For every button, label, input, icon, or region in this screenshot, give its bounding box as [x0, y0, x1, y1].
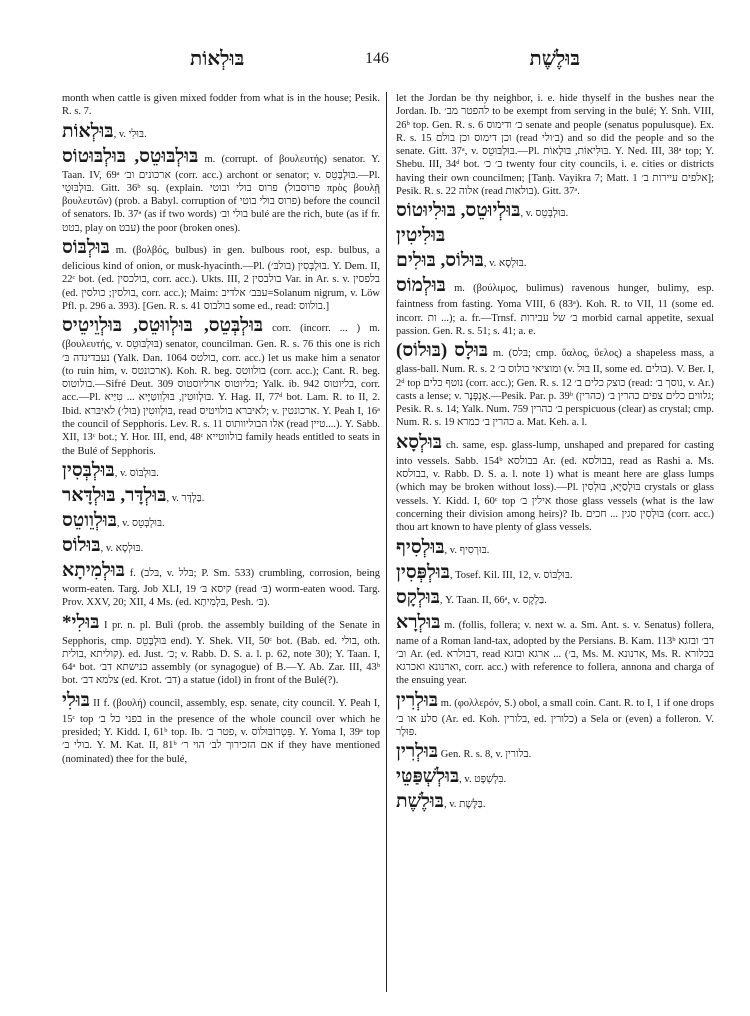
- entry-headword: בּוּלְרִין: [396, 741, 439, 763]
- entry-headword: בּוּלְבְּטֵס, בּוּלְווּטֵס, בּוּלְוֵיטֵיס: [62, 315, 264, 337]
- dictionary-entry: [396, 224, 714, 248]
- dictionary-entry: [396, 689, 714, 740]
- entry-headword: *בּוּלִי: [62, 611, 100, 633]
- dictionary-entry: [62, 689, 380, 766]
- entry-headword: בּוּלְבּוּטֵס, בּוּלְבּוּטוֹס: [62, 145, 199, 167]
- entry-headword: בּוּלִיטִין: [396, 225, 446, 247]
- entry-headword: בּוּלֶשֶׁת: [396, 791, 444, 813]
- page-header: [60, 48, 700, 76]
- entry-definition: , v. בִּלְשְׁפָּט.: [459, 774, 507, 786]
- dictionary-entry: [396, 199, 714, 223]
- entry-headword: בּוּלְמִיתָא: [62, 559, 125, 581]
- entry-definition: , v. בּוּלְסָא.: [100, 542, 144, 554]
- dictionary-entry: [396, 561, 714, 585]
- entry-headword: בּוּלְדָּר, בּוּלְדָּאר: [62, 484, 167, 506]
- dictionary-entry: [396, 536, 714, 560]
- entry-definition: m. (follis, follera; v. next w. a. Sm. Ant. s. v. Senatus) follera, name of a Roman land-tax, adopted by the Persians. B. Kam. 113ᵇ דב׳ ובזגא וב׳ Ar. (ed. דבולרא, read ארגא ובזגא ... (ב׳, Ms. M. ארנונא, Ms. R. בכלורא וארנונא ואכרגא, corr. acc.) with reference to follera, annona and charga of the ensuing year.: [396, 619, 714, 687]
- dictionary-entry: [396, 765, 714, 789]
- dictionary-entry: [62, 534, 380, 558]
- dictionary-entry: [62, 314, 380, 458]
- running-headword-right: בּוּלֶשֶׁת: [529, 48, 580, 70]
- entry-headword: בּוּלְרָא: [396, 611, 441, 633]
- dictionary-entry: [396, 611, 714, 688]
- dictionary-entry: [396, 740, 714, 764]
- dictionary-entry: [62, 145, 380, 235]
- entry-definition: , v. בּוּלְבְּטֵס.: [520, 208, 569, 220]
- entry-headword: בּוּלְקָס: [396, 586, 440, 608]
- entry-headword: בּוּלְשְׁפַּטֵּי: [396, 766, 460, 788]
- entry-definition: , v. בּוּלְבּוֹס.: [114, 467, 159, 479]
- entry-definition: , v. בּוּלִי.: [113, 128, 147, 140]
- entry-headword: בּוּלְסָא: [396, 431, 442, 453]
- entry-definition: m. (φολλερόν, S.) obol, a small coin. Cant. R. to I, 1 if one drops סלע או ב׳ (Ar. ed. Koh. בלורין, ed. כלורין) a Sela or (even) a folleron. V. פּוּלָר.: [396, 697, 714, 739]
- entry-definition: m. (בּלס; cmp. ὕαλος, ὕελος) a shapeless mass, a glass-ball. Num. R. s. 2 ומוציאי בולוס ב׳ (v. בּוּל II, some ed. בולים). V. Ber. I, 2ᵈ top נוטף כלים (corr. acc.); Gen. R. s. 12 כוצק כלים ב׳ (read: נוסך ב׳, v. Ar.) casts a lense; v. אֶנְפְּנֶר.—Pesik. Par. p. 39ᵇ גלווים כלים צפים כהרין ב׳ (כהרין); Pesik. R. s. 14; Yalk. Num. 759 ב׳ כהרין perspicuous (clear) as crystal; cmp. Num. R. s. 19 כהרין ב׳ כמרא a. Mat. Keh. a. l.: [396, 348, 714, 429]
- entry-definition: m. (βούλιμος, bulimus) ravenous hunger, bulimy, esp. faintness from fasting. Yoma VIII, 6 (83ᵃ). Koh. R. to VII, 11 (some ed. incorr. ות ...); a. fr.—Trnsf. ב׳ של עבירות morbid carnal appetite, sexual passion. Gen. R. s. 51; s. 41; a. e.: [396, 283, 714, 337]
- dictionary-entry: [62, 120, 380, 144]
- entry-definition: m. (βολβός, bulbus) in gen. bulbous root, esp. bulbus, a delicious kind of onion, or musk-hyacinth.—Pl. בּוּלְבְּסִין (בולבּ׳). Y. Dem. II, 22ᶜ bot. (ed. בולכסין, corr. acc.). Ukts. III, 2 בולבסין Var. in Ar. s. v. בלפסין (ed. בולסין; כולסין, corr. acc.); Maim: עבּב׳ אלדיב=Solanum nigrum, v. Löw Pfl. p. 296 a. 393). [Gen. R. s. 41 בולבוס some ed., read: בולווס.]: [62, 245, 380, 312]
- dictionary-entry: [396, 431, 714, 535]
- entry-definition: I pr. n. pl. Buli (prob. the assembly building of the Senate in Sepphoris, cmp. בּוּלְבָּטֵס end). Y. Shek. VII, 50ᶜ bot. (Bab. ed. בולי, oth. קוליתא ,בולית). ed. Just. כ׳; v. Rabb. D. S. a. l. p. 62, note 30); Y. Taan. I, 64ᵃ bot. כנישתא דב׳ assembly (or synagogue) of B.—Y. Ab. Zar. III, 43ᵇ bot. צלמא דב׳ (ed. Krot. דב׳) a statue (idol) in front of the Bulé(?).: [62, 619, 381, 687]
- dictionary-entry: [396, 249, 714, 273]
- dictionary-entry: [396, 274, 714, 338]
- dictionary-entry: [396, 339, 714, 429]
- entry-definition: f. (בּלב, v. בּלל; P. Sm. 533) crumbling, corrosion, being worm-eaten. Targ. Job XLI, 19 קיסא בּ׳ (read בּ׳) worm-eaten wood. Targ. Prov. XXV, 20; XII, 4 Ms. (ed. בּלְמִיתָא, Pesh. בּ׳).: [62, 567, 380, 609]
- entry-definition: ch. same, esp. glass-lump, unshaped and prepared for casting into vessels. Sabb. 154ᵇ בבולסא Ar. (ed. בבולסא, read as Rashi a. Ms. בבולסא, v. Rabb. D. S. a. l. note 1) what is meant here are glass lumps (which may be broken without loss).—Pl. בּוּלְסַיָּא, בּוּלְסִין crystals or glass vessels. Y. Kidd. I, 60ᶜ top אילין ב׳ those glass vessels (what is the law concerning their division among heirs)? Ib. בּוּלְסִין סגין ... חכים (corr. acc.) thou art known to have plenty of glass vessels.: [396, 439, 715, 534]
- entry-headword: בּוּלוֹס, בּוּלִים: [396, 250, 484, 272]
- dictionary-entry: [396, 790, 714, 814]
- dictionary-entry: [62, 509, 380, 533]
- entry-definition: , v. בַּלְדָּר.: [166, 492, 205, 504]
- column-divider: [386, 92, 387, 992]
- entry-definition: , v. בּוּרְסִיף.: [444, 544, 490, 556]
- page-number: 146: [365, 50, 389, 67]
- entry-definition: Gen. R. s. 8, v. בלורין.: [438, 749, 532, 761]
- entry-definition: , Tosef. Kil. III, 12, v. בּוּלְבּוֹס.: [449, 569, 573, 581]
- entry-definition: , v. בּוּלְסָא.: [483, 258, 527, 270]
- entry-definition: , Y. Taan. II, 66ᵃ, v. בַּלְקָס.: [439, 594, 547, 606]
- entry-headword: בּוּלָס (בּוּלוֹס): [396, 340, 488, 362]
- entry-definition: , v. בּוּלְבְּטֵס.: [116, 517, 165, 529]
- entry-headword: בּוּלְאוֹת: [62, 120, 114, 142]
- entry-headword: בּוּלְיוּטֵס, בּוּלִיוּטוֹס: [396, 200, 521, 222]
- entry-headword: בּוּלְמוֹס: [396, 275, 446, 297]
- running-headword-left: בּוּלְאוֹת: [190, 48, 245, 70]
- entry-headword: בּוּלִי: [62, 689, 90, 711]
- entry-definition: let the Jordan be thy neighbor, i. e. hide thyself in the bushes near the Jordan. Ib. להפטר מב׳ to be exempt from serving in the bulé; Y. Snh. VIII, 26ᵇ top. Gen. R. s. 6 ב׳ ודימוס senate and people (senatus populusque). Ex. R. s. 15 וכן דימוס וכן בולם (read ב׳ולי) and so did the people and so the senate. Gitt. 37ᵃ, v. בּוּלְבּוּטֵס.—Pl. בּוּלִיאוֹת, בּוּלָאוֹת. Y. Ned. III, 38ᵃ top; Y. Shebu. III, 34ᵈ bot. ב׳ כ׳ twenty four city councils, i. e. cities or districts having their own councilmen; [Tanḥ. Vayikra 7; Matt. 1 אלפים עיירות ב׳]; Pesik. R. s. 22 אלוה (read בולאות). Gitt. 37ᵃ.: [396, 93, 715, 198]
- dictionary-entry: [62, 484, 380, 508]
- entry-headword: בּוּלוֹס: [62, 534, 101, 556]
- dictionary-entry: [62, 611, 380, 688]
- entry-headword: בּוּלְוֵוטֵס: [62, 509, 117, 531]
- entry-definition: , v. בַּלֶּשֶׁת.: [443, 799, 486, 811]
- dictionary-entry: [62, 559, 380, 610]
- entry-definition: month when cattle is given mixed fodder from what is in the house; Pesik. R. s. 7.: [62, 93, 380, 118]
- dictionary-entry: [396, 92, 714, 198]
- entry-definition: II f. (βουλή) council, assembly, esp. senate, city council. Y. Peah I, 15ᶜ top בפני כל ב׳ in the presence of the whole council over which he presided; Y. Kidd. I, 61ᵇ top. Ib. פטר ב׳, v. פֵּטְרוֹבּוּלוֹס. Y. Yoma I, 39ᵃ top בולי ב׳. Y. M. Kat. II, 81ᵇ אם הזכירוך לב׳ הוי ר׳ if they have mentioned (nominated) thee for the bulé,: [62, 697, 380, 765]
- entry-definition: corr. (incorr. ... ) m. (βουλευτής, v. בּוּלְבּוּטֵס) senator, councilman. Gen. R. s. 76 this one is rich נעבדינדה בּ׳ (Yalk. Dan. 1064 בולטס, corr. acc.) let us make him a senator (to ruin him, v. ארכונטס). Koh. R. beg. בולווטס (corr. acc.); Cant. R. beg. בולוטוס.—Sifré Deut. 309 בליוטוס ארליוסטוס; Yalk. ib. 942 בליוטוס, corr. acc.—Pl. בּוּלְווּטִין, בּוּלְוִוטַּיָּיא ... טִיַּיא. Y. Hag. II, 77ᵈ bot. Lam. R. to II, 2. Ibid. בּוּלְווּטִין (בּוּל׳) לאיבּרא, read לאיברא בולויטיס; v. ארכונטין. Y. Peah I, 16ᵃ the council of Sepphoris. Lev. R. s. 11 אלו הבוליוותוס (read טיין....). Y. Sabb. XII, 13ᶜ bot.; Y. Hor. III, end, 48ᶜ בולווטייא family heads entitled to seats in the Bulé of Sepphoris.: [62, 323, 380, 457]
- dictionary-entry: [396, 586, 714, 610]
- dictionary-entry: [62, 459, 380, 483]
- left-column: [62, 92, 380, 767]
- entry-definition: m. (corrupt. of βουλευτής) senator. Y. Taan. IV, 69ᵃ ארכונים וב׳ (corr. acc.) archont or senator; v. בּוּלְבָּטֵס.—Pl. בּוּלְבּוּטֵי. Gitt. 36ᵇ sq. (explain. פרוס בולי ובוטי (פרוסבול πρὸς βουλῇ βουλευτῶν) (prob. a Babyl. corruption of פרוס בולי בוטי) before the council of senators. Ib. 37ᵃ (as if two words) בולי וב׳ bulé are the rich, bute (as if fr. בטט, play on עבט) the poor (broken ones).: [62, 153, 381, 234]
- right-column: [396, 92, 714, 815]
- entry-headword: בּוּלְבּוֹס: [62, 237, 110, 259]
- dictionary-entry: [62, 92, 380, 119]
- entry-headword: בּוּלְפְּסִין: [396, 561, 450, 583]
- entry-headword: בּוּלְבְּסִין: [62, 459, 115, 481]
- entry-headword: בּוּלְסִיף: [396, 536, 445, 558]
- dictionary-entry: [62, 236, 380, 313]
- entry-headword: בּוּלְרִין: [396, 689, 439, 711]
